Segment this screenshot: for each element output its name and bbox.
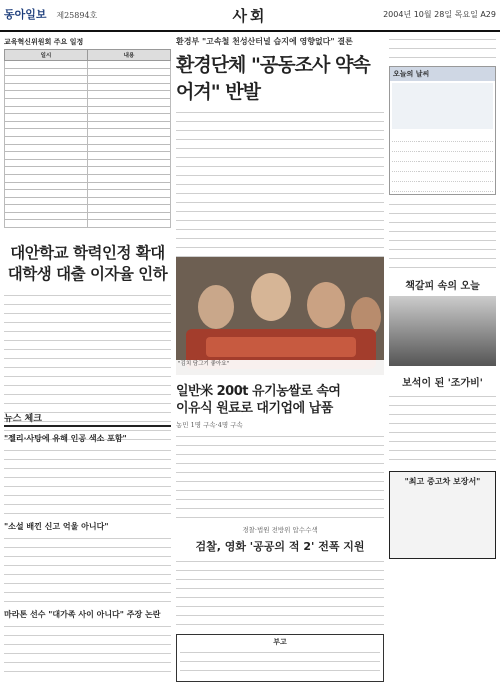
table-header: 일시 [5,50,88,61]
table-row [5,114,171,122]
table-row [5,76,171,84]
table-row [5,159,171,167]
weather-box [389,66,496,195]
news-item-body [4,535,171,603]
table-row [5,220,171,228]
table-row [5,212,171,220]
right-article-body [389,201,496,269]
table-row [5,152,171,160]
photo-scene [176,257,384,375]
table-row [5,174,171,182]
masthead [0,0,500,32]
table-row [5,61,171,69]
env-kicker: 환경부 "고속철 천성산터널 습지에 영향없다" 결론 [176,36,353,46]
column-photo [389,296,496,366]
table-row [5,129,171,137]
table-row [5,167,171,175]
section-title: 사회 [232,7,268,25]
news-item-title: "소설 배낀 신고 억울 아니다" [4,521,109,531]
prosec-kicker: 경찰·법원 전방위 압수수색 [242,526,318,534]
table-row [5,182,171,190]
table-row [5,197,171,205]
table-row [5,136,171,144]
rice-subhead: 농민 1명 구속·4명 구속 [176,421,243,429]
news-item-body [4,447,171,515]
news-item-title: 마라톤 선수 "대가족 사이 아니다" 주장 논란 [4,609,161,619]
table-row [5,98,171,106]
env-headline: 환경단체 "공동조사 약속어겨" 반발 [176,54,370,103]
main-headline: 대안학교 학력인정 확대 대학생 대출 이자율 인하 [7,243,168,284]
weather-title: 오늘의 날씨 [390,67,495,81]
obituary-title: 부고 [273,637,287,646]
news-item-body [4,623,171,673]
weather-grid [390,131,495,194]
table-row [5,121,171,129]
obituary-body [180,649,380,679]
right-article-body-2 [389,393,496,463]
date-page: 2004년 10월 28일 목요일 A29 [383,10,496,19]
rice-article-body [176,433,384,519]
table-row [5,144,171,152]
column-right [389,36,496,559]
schedule-table-title: 교육혁신위원회 주요 일정 [4,38,84,46]
news-item-title: "젤리·사탕에 유해 인공 색소 포함" [4,433,127,443]
table-row [5,83,171,91]
column-headline: 책갈피 속의 오늘 [405,281,480,292]
kimchi-photo [176,257,384,375]
env-article-body [176,109,384,257]
table-row [5,106,171,114]
table-row [5,68,171,76]
column-headline-2: 보석이 된 '조가비' [402,378,483,389]
prosec-article-body [176,558,384,630]
table-row [5,190,171,198]
table-row [5,205,171,213]
column-center [176,36,384,682]
obituary-box [176,634,384,682]
schedule-table [4,36,171,228]
prosec-headline: 검찰, 영화 '공공의 적 2' 전폭 지원 [195,540,365,553]
issue-number: 제25894호 [56,11,98,20]
weather-map [392,83,493,129]
table-row [5,91,171,99]
ad-box [389,471,496,559]
photo-caption: "김치 담그기 좋아요" [176,360,384,375]
right-intro-text [389,36,496,62]
table-header: 내용 [88,50,171,61]
news-check-box [4,411,171,673]
news-check-tag: 뉴스 체크 [4,411,171,427]
rice-headline: 일반米 200t 유기농쌀로 속여 이유식 원료로 대기업에 납품 [176,384,341,416]
ad-title: "최고 중고차 보장서" [404,476,481,486]
column-left [4,36,171,442]
paper-name: 동아일보 제25894호 [4,8,98,21]
